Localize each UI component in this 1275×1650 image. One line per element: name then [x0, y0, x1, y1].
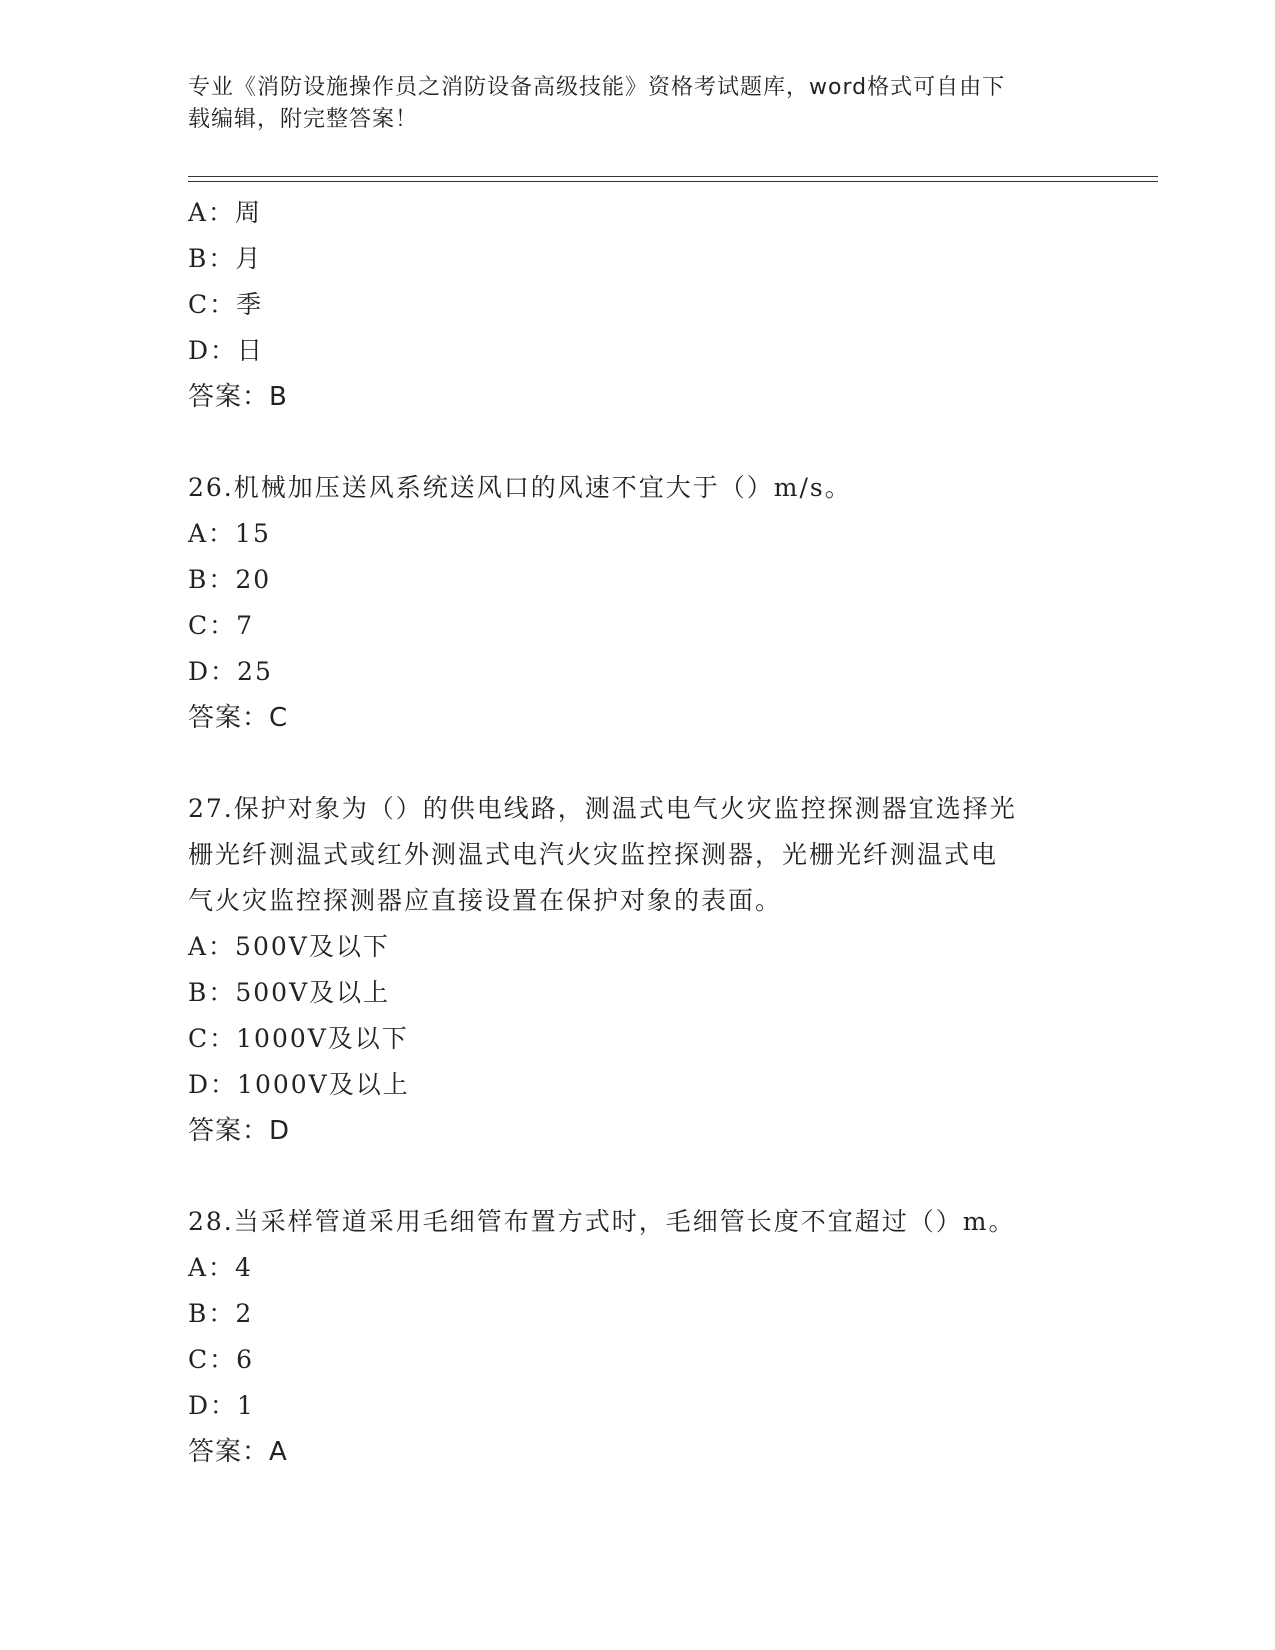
option-a: A：500V及以下 [188, 932, 390, 961]
header-line-2: 载编辑，附完整答案！ [188, 107, 419, 132]
header-line-1: 专业《消防设施操作员之消防设备高级技能》资格考试题库，word格式可自由下 [188, 75, 1006, 100]
option-a: A：15 [188, 519, 271, 548]
answer: 答案：D [188, 1116, 291, 1146]
option-c: C：7 [188, 611, 255, 640]
option-c: C：1000V及以下 [188, 1024, 409, 1053]
question-stem: 26.机械加压送风系统送风口的风速不宜大于（）m/s。 [188, 473, 852, 502]
option-d: D：日 [188, 336, 265, 365]
question-stem-line-3: 气火灾监控探测器应直接设置在保护对象的表面。 [188, 886, 783, 915]
option-d: D：25 [188, 657, 273, 686]
option-b: B：2 [188, 1299, 254, 1328]
option-d: D：1 [188, 1391, 255, 1420]
option-b: B：500V及以上 [188, 978, 391, 1007]
question-stem-line-2: 栅光纤测温式或红外测温式电汽火灾监控探测器，光栅光纤测温式电 [188, 840, 999, 869]
option-a: A：周 [188, 198, 263, 227]
spacer [188, 741, 1088, 786]
question-list [188, 190, 1088, 1475]
question-25 [188, 190, 1088, 420]
answer: 答案：B [188, 382, 288, 412]
option-c: C：6 [188, 1345, 255, 1374]
question-stem: 28.当采样管道采用毛细管布置方式时，毛细管长度不宜超过（）m。 [188, 1207, 1016, 1236]
header-divider-bottom [188, 181, 1158, 182]
option-a: A：4 [188, 1253, 253, 1282]
question-26 [188, 465, 1088, 741]
answer: 答案：C [188, 703, 289, 733]
option-b: B：月 [188, 244, 263, 273]
document-header [188, 72, 1068, 136]
spacer [188, 1154, 1088, 1199]
option-d: D：1000V及以上 [188, 1070, 410, 1099]
answer: 答案：A [188, 1437, 288, 1467]
question-27 [188, 786, 1088, 1154]
option-b: B：20 [188, 565, 272, 594]
option-c: C：季 [188, 290, 264, 319]
header-divider-top [188, 176, 1158, 177]
spacer [188, 420, 1088, 465]
question-stem-line-1: 27.保护对象为（）的供电线路，测温式电气火灾监控探测器宜选择光 [188, 794, 1017, 823]
question-28 [188, 1199, 1088, 1475]
